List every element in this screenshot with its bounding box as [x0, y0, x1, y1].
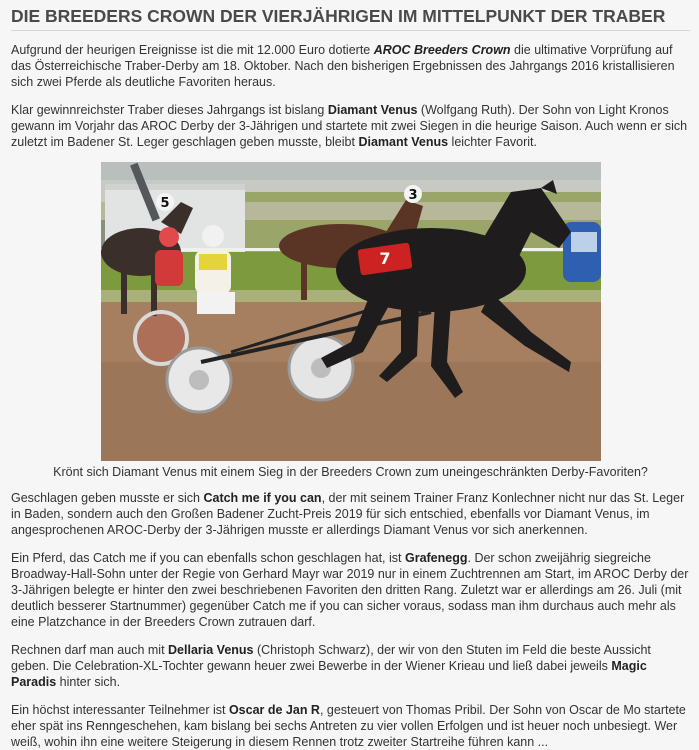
paragraph-dellaria: Rechnen darf man auch mit Dellaria Venus (Christoph Schwarz), der wir von den Stuten im Feld die beste Aussicht geben. Die Celebration-XL-Tochter gewann heuer zwei Bewerbe in der Wiener Krieau und ließ dabei jeweils Magic Paradis hinter sich.: [11, 643, 651, 689]
number-bib: 5: [159, 196, 170, 211]
horse-name: Oscar de Jan R: [228, 703, 320, 717]
horse-name: Catch me if you can: [203, 491, 322, 505]
paragraph-oscar: Ein höchst interessanter Teilnehmer ist Oscar de Jan R, gesteuert von Thomas Pribil. Der Sohn von Oscar de Mo startete eher spät ins Renngeschehen, kam bislang bei sechs Antreten zu vier vollen Erfolgen und ist heuer noch unbesiegt. Wer weiß, wohin ihn eine weitere Steigerung in diesem Rennen trotz zweiter Startreihe führen kann ...: [11, 703, 686, 749]
paragraph-favorite: Klar gewinnreichster Traber dieses Jahrgangs ist bislang Diamant Venus (Wolfgang Ruth). Der Sohn von Light Kronos gewann im Vorjahr das AROC Derby der 3-Jährigen und startete mit zwei Siegen in die heurige Saison. Auch wenn er sich zuletzt im Badener St. Leger geschlagen geben musste, bleibt Diamant Venus leichter Favorit.: [11, 103, 688, 149]
horse-name: Grafenegg: [404, 551, 468, 565]
horse-name: Diamant Venus: [358, 135, 449, 149]
race-photo: [101, 162, 601, 461]
article-title: DIE BREEDERS CROWN DER VIERJÄHRIGEN IM MITTELPUNKT DER TRABER: [11, 6, 690, 31]
saddlecloth-number: 7: [378, 249, 391, 268]
figure-caption: Krönt sich Diamant Venus mit einem Sieg in der Breeders Crown zum uneingeschränkten Derby-Favoriten?: [53, 465, 648, 479]
number-bib: 3: [407, 188, 418, 203]
horse-name: Diamant Venus: [327, 103, 418, 117]
paragraph-grafenegg: Ein Pferd, das Catch me if you can ebenfalls schon geschlagen hat, ist Grafenegg. Der schon zweijährig siegreiche Broadway-Hall-Sohn unter der Regie von Gerhard Mayr war 2019 nur in einem Zuchtrennen am Start, im AROC Derby der 3-Jährigen belegte er hinter den zwei beschriebenen Favoriten den dritten Rang. Zuletzt war er allerdings am 26. Juli (mit deutlich besserer Startnummer) gegenüber Catch me if you can sicher voraus, sodass man ihm durchaus auch mehr als eine Platzchance in der Breeders Crown zutrauen darf.: [11, 551, 689, 629]
race-name: AROC Breeders Crown: [373, 43, 511, 57]
horse-name: Magic Paradis: [11, 659, 647, 689]
article-figure: [11, 162, 690, 480]
horse-name: Dellaria Venus: [168, 643, 254, 657]
paragraph-intro: Aufgrund der heurigen Ereignisse ist die mit 12.000 Euro dotierte AROC Breeders Crown die ultimative Vorprüfung auf das Österreichische Traber-Derby am 18. Oktober. Nach den bisherigen Ergebnissen des Jahrgangs 2016 kristallisieren sich zwei Pferde als deutliche Favoriten heraus.: [11, 43, 675, 89]
paragraph-catch-me: Geschlagen geben musste er sich Catch me if you can, der mit seinem Trainer Franz Konlechner nicht nur das St. Leger in Baden, sondern auch den Großen Badener Zucht-Preis 2019 für sich entschied, ebenfalls vor Diamant Venus, im angesprochenen AROC-Derby der 3-Jährigen musste er allerdings Diamant Venus vor sich anerkennen.: [11, 491, 685, 537]
